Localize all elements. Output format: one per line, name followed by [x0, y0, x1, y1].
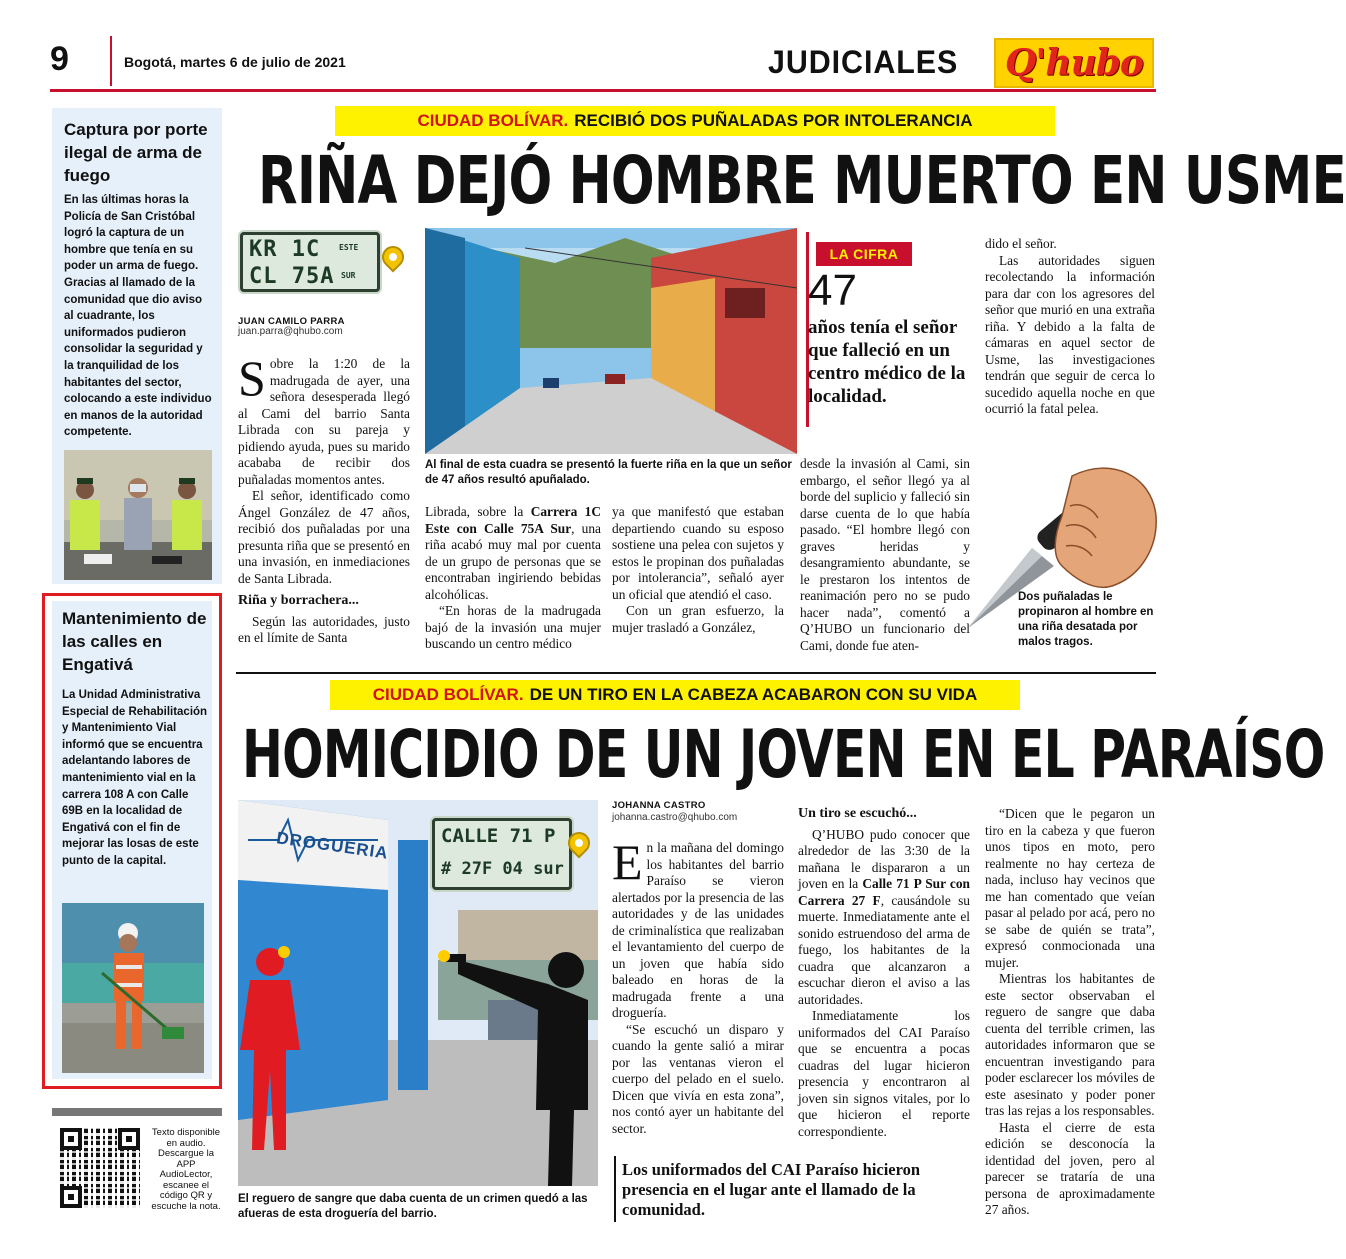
story-divider — [236, 672, 1156, 674]
paragraph-part: Librada, sobre la — [425, 504, 531, 519]
paragraph-part: , causándole su muerte. Inmediatamente ante el sonido estruendoso del arma de fuego, los habitantes de la cuadra que alcanzaron a escuchar dieron el aviso a las autoridades. — [798, 892, 971, 1007]
story2-column-3 — [985, 806, 1155, 1219]
section-name: JUDICIALES — [768, 44, 959, 80]
subhead: Riña y borrachera... — [238, 593, 359, 608]
paragraph: ya que manifestó que estaban departiendo cuando su esposo sostiene una pelea con sujetos y estos le propinan dos puñaladas por intolerancia”, señaló ayer un oficial que atendió el caso. — [612, 504, 784, 602]
drugstore-sign: DROGUERIA — [275, 828, 390, 863]
sign-line2: # 27F 04 sur — [441, 859, 564, 879]
kicker-place: CIUDAD BOLÍVAR. — [372, 685, 524, 704]
paragraph: desde la invasión al Cami, sin embargo, el señor llegó ya al borde del suplicio y falleció sin darse cuenta de lo que había pasado. “El hombre llegó con graves heridas y desangramiento abundante, se le prestaron los intentos de reanimación pero no se pudo hacer nada”, comentó a Q’HUBO un funcionario del Cami, donde fue aten- — [800, 456, 970, 653]
dropcap: S — [238, 350, 266, 406]
byline-email: johanna.castro@qhubo.com — [612, 812, 738, 823]
sign-line2-small: SUR — [341, 271, 356, 280]
page-number: 9 — [50, 40, 69, 78]
sidebar-box-title: Captura por porte ilegal de arma de fuego — [64, 120, 208, 185]
qr-finder-icon — [60, 1186, 82, 1208]
arrest-illustration — [64, 450, 212, 580]
qr-rule — [52, 1108, 222, 1116]
sign-line1: CALLE 71 P — [441, 825, 556, 847]
sidebar-box-body: En las últimas horas la Policía de San Cristóbal logró la captura de un hombre que tenía en su poder un arma de fuego. Gracias al llamado de la comunidad que dio aviso al cuadrante, los uniformados pudieron consolidar la seguridad y la tranquilidad de los habitantes del sector, colocando a este individuo en manos de la autoridad competente. — [64, 194, 212, 439]
kicker-text: DE UN TIRO EN LA CABEZA ACABARON CON SU VIDA — [529, 685, 978, 704]
header-date: Bogotá, martes 6 de julio de 2021 — [124, 54, 346, 70]
qhubo-logo — [994, 38, 1154, 88]
story1-kicker — [335, 106, 1055, 136]
pullquote-rule — [614, 1156, 616, 1222]
location-pin-icon — [377, 241, 408, 272]
paragraph: Las autoridades siguen recolectando la información para dar con los agresores del señor que murió en una extraña riña. Y debido a la falta de cámaras en aquel sector de Usme, las investigaciones tendrán que seguir de cerca lo sucedido aquella noche en que ocurrió la fatal pelea. — [985, 252, 1155, 416]
paragraph: “En horas de la madrugada bajó de la invasión una mujer buscando un centro médico — [425, 603, 601, 651]
cifra-text: años tenía el señor que falleció en un centro médico de la localidad. — [808, 317, 966, 407]
arrest-photo — [64, 450, 212, 580]
paragraph: “Se escuchó un disparo y cuando la gente salió a mirar por las ventanas vieron el cuerpo del pelado en el suelo. Dicen que vivía en esta zona”, nos contó ayer un habitante del sector. — [612, 1021, 784, 1136]
street-photo-usme — [425, 228, 797, 454]
story2-column-2 — [798, 806, 970, 1140]
sidebar-box-title: Mantenimiento de las calles en Engativá — [62, 609, 207, 674]
shooter-silhouette-icon — [438, 940, 598, 1186]
paragraph: El señor, identificado como Ángel González de 47 años, recibió dos puñaladas por una presunta riña que se presentó en una invasión, en inmediaciones de Santa Librada. — [238, 488, 410, 586]
pullquote: Los uniformados del CAI Paraíso hicieron presencia en el lugar ante el llamado de la comunidad. — [622, 1160, 921, 1219]
sidebar-box-maintenance — [52, 601, 212, 1079]
kicker-place: CIUDAD BOLÍVAR. — [417, 111, 569, 130]
sign-line1-small: ESTE — [339, 243, 359, 252]
logo-text: Q'hubo — [1005, 42, 1143, 84]
paragraph-part: Q’HUBO pudo conocer que alrededor de las 3:30 de la mañana le dispararon a un joven en la — [798, 826, 970, 891]
cifra-number: 47 — [808, 266, 857, 315]
paragraph: Inmediatamente los uniformados del CAI Paraíso que se encuentra a pocas cuadras del lugar hicieron presencia y encontraron al joven sin signos vitales, por lo que hicieron el reporte correspondiente. — [798, 1008, 970, 1139]
photo-caption: El reguero de sangre que daba cuenta de un crimen quedó a las afueras de esta droguería del barrio. — [238, 1193, 588, 1220]
dropcap: E — [612, 834, 643, 890]
paragraph: dido el señor. — [985, 236, 1057, 251]
story1-column-1 — [238, 350, 410, 647]
road-worker-photo — [62, 903, 204, 1073]
sign-line1: KR 1C — [249, 237, 321, 262]
paragraph: Con un gran esfuerzo, la mujer trasladó a González, — [612, 603, 784, 635]
story1-column-4 — [800, 456, 970, 654]
paragraph: obre la 1:20 de la madrugada de ayer, una señora desesperada llegó al Cami del barrio Santa Librada con su pareja y pidiendo ayuda, pues su marido acababa de recibir dos puñaladas momentos antes. — [238, 356, 410, 487]
paragraph-part: , una riña acabó muy mal por cuenta de un grupo de personas que se encontraban ingiriendo bebidas alcohólicas. — [425, 520, 601, 602]
paragraph: Según las autoridades, justo en el límite de Santa — [238, 613, 410, 645]
kicker-text: RECIBIÓ DOS PUÑALADAS POR INTOLERANCIA — [574, 111, 973, 130]
sidebar-box-body: La Unidad Administrativa Especial de Rehabilitación y Mantenimiento Vial informó que se encuentra adelantando labores de mantenimiento vial en la carrera 108 A con Calle 69B en la localidad de Engativá con el fin de mejorar las losas de este punto de la capital. — [62, 689, 208, 867]
road-worker-illustration — [62, 903, 204, 1073]
byline-email: juan.parra@qhubo.com — [238, 326, 343, 337]
story1-headline: RIÑA DEJÓ HOMBRE MUERTO EN USME — [258, 142, 1346, 219]
paragraph: “Dicen que le pegaron un tiro en la cabeza y que fueron unos tipos en moto, pero realmente no hay certeza de nada, incluso hay vecinos que me han comentado que veían pasar al pelado por acá, pero no se sabe de quién se trata”, expresó conmocionada una mujer. — [985, 806, 1155, 970]
street-sign-usme — [240, 232, 380, 292]
byline-name: JOHANNA CASTRO — [612, 800, 706, 811]
subhead: Un tiro se escuchó... — [798, 806, 917, 821]
header-rule — [50, 89, 1156, 92]
qr-instructions: Texto disponible en audio. Descargue la APP AudioLector, escanee el código QR y escuche la nota. — [151, 1127, 221, 1212]
street-illustration — [425, 228, 797, 454]
address-bold: Calle 71 P Sur con Carrera 27 F — [798, 876, 970, 908]
story1-column-2 — [425, 504, 601, 653]
street-sign-paraiso — [432, 818, 572, 890]
knife-caption: Dos puñaladas le propinaron al hombre en una riña desatada por malos tragos. — [1018, 591, 1154, 648]
story2-headline: HOMICIDIO DE UN JOVEN EN EL PARAÍSO — [242, 716, 1325, 793]
qr-finder-icon — [60, 1128, 82, 1150]
cifra-label: LA CIFRA — [816, 242, 912, 266]
paragraph: n la mañana del domingo los habitantes del barrio Paraíso se vieron alertados por la presencia de las autoridades y de las unidades de criminalística que realizaban el levantamiento del cuerpo de un joven que había sido baleado en horas de la madrugada frente a una droguería. — [612, 840, 784, 1020]
byline-name: JUAN CAMILO PARRA — [238, 316, 345, 327]
photo-caption: Al final de esta cuadra se presentó la fuerte riña en la que un señor de 47 años resultó apuñalado. — [425, 459, 792, 486]
header-divider — [110, 36, 112, 86]
story1-column-3 — [612, 504, 784, 636]
qr-finder-icon — [118, 1128, 140, 1150]
story1-column-5 — [985, 236, 1155, 418]
story2-column-1 — [612, 834, 784, 1137]
story2-kicker — [330, 680, 1020, 710]
sign-line2: CL 75A — [249, 264, 335, 289]
paragraph: Hasta el cierre de esta edición se desconocía la identidad del joven, pero al parecer se trataría de una persona de aproximadamente 27 años. — [985, 1119, 1155, 1217]
address-bold: Carrera 1C Este con Calle 75A Sur — [425, 504, 601, 536]
sidebar-box-capture — [52, 108, 222, 584]
victim-silhouette-icon — [230, 940, 310, 1160]
paragraph: Mientras los habitantes de este sector observaban el reguero de sangre que daba cuenta del terrible crimen, las autoridades informaron que se encuentran investigando para poder esclarecer los móviles de este asesinato y poder poner tras las rejas a los responsables. — [985, 971, 1155, 1118]
